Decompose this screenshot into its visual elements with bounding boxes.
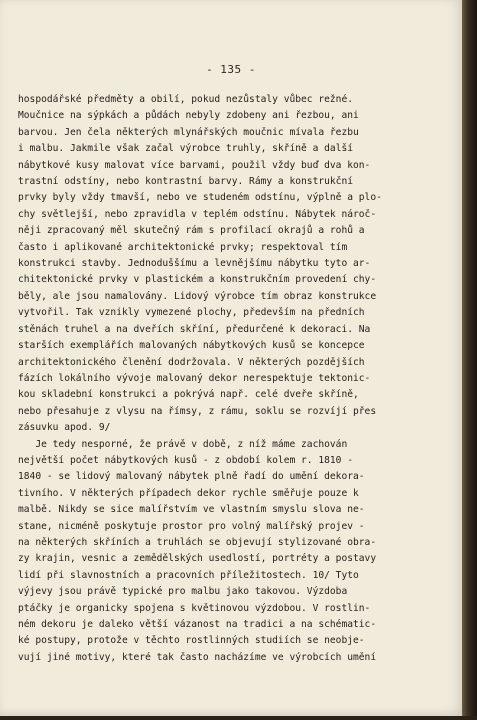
text-line: výjevy jsou právě typické pro malbu jako takovou. Výzdoba — [18, 586, 348, 598]
text-line: 1840 - se lidový malovaný nábytek plně řadí do umění dekora- — [18, 471, 365, 483]
text-line: fázích lokálního vývoje malovaný dekor nerespektuje tektonic- — [18, 372, 371, 384]
text-line: starších exemplářích malovaných nábytkových kusů se koncepce — [18, 340, 365, 352]
text-line: Moučnice na sýpkách a půdách nebyly zdobeny ani řezbou, ani — [18, 110, 359, 122]
text-line: hospodářské předměty a obilí, pokud nezůstaly vůbec režné. — [18, 94, 354, 105]
text-line: i malbu. Jakmile však začal výrobce truhly, skříně a další — [18, 143, 354, 155]
text-line: ptáčky je organicky spojena s květinovou výzdobou. V rostlin- — [18, 602, 371, 614]
text-line: malbě. Nikdy se sice malířstvím ve vlastním smyslu slova ne- — [18, 504, 365, 516]
body-text — [18, 92, 458, 666]
text-line: architektonického členění dodržovala. V některých pozdějších — [18, 356, 365, 368]
text-line: barvou. Jen čela některých mlynářských moučnic mívala řezbu — [18, 126, 359, 138]
text-line: kou skladební konstrukci a pokrývá např. celé dveře skříně, — [18, 389, 359, 401]
text-line: stane, nicméně poskytuje prostor pro volný malířský projev - — [18, 520, 365, 532]
text-line: často i aplikované architektonické prvky; respektoval tím — [18, 241, 348, 253]
text-line: prvky byly vždy tmavší, nebo ve studeném odstínu, výplně a plo- — [18, 192, 382, 204]
text-line: největší počet nábytkových kusů - z období kolem r. 1810 - — [18, 454, 354, 466]
text-line: vytvořil. Tak vznikly vymezené plochy, především na předních — [18, 307, 365, 319]
book-spine — [462, 0, 477, 720]
text-line: nábytkové kusy malovat více barvami, použil vždy buď dva kon- — [18, 159, 371, 171]
text-line: stěnách truhel a na dveřích skříní, předurčené k dekoraci. Na — [18, 323, 371, 335]
text-line: na některých skříních a truhlách se objevují stylizované obra- — [18, 536, 377, 548]
text-line: nebo přesahuje z vlysu na římsy, z rámu, soklu se rozvíjí přes — [18, 405, 377, 417]
page-number: - 135 - — [206, 63, 256, 76]
text-line: zásuvku apod. 9/ — [18, 422, 111, 434]
text-line: trastní odstíny, nebo kontrastní barvy. Rámy a konstrukční — [18, 176, 354, 188]
text-line: lidí při slavnostních a pracovních příležitostech. 10/ Tyto — [18, 569, 359, 581]
text-line: běly, ale jsou namalovány. Lidový výrobce tím obraz konstrukce — [18, 290, 377, 302]
page-bottom-edge — [0, 716, 477, 720]
text-line: něji zpracovaný měl skutečný rám s profilací okrajů a rohů a — [18, 225, 365, 237]
text-line: Je tedy nesporné, že právě v době, z níž máme zachován — [18, 438, 348, 450]
text-line: tivního. V některých případech dekor rychle směřuje pouze k — [18, 487, 359, 499]
text-line: zy krajin, vesnic a zemědělských usedlostí, portréty a postavy — [18, 553, 377, 565]
text-line: ké postupy, protože v těchto rostlinných studiích se neobje- — [18, 635, 365, 647]
text-line: chy světlejší, nebo zpravidla v teplém odstínu. Nábytek nároč- — [18, 208, 377, 220]
text-line: ném dekoru je daleko větší vázanost na tradici a na schématic- — [18, 619, 377, 630]
text-line: chitektonické prvky v plastickém a konstrukčním provedení chy- — [18, 274, 377, 286]
text-line: vují jiné motivy, které tak často nacházíme ve výrobcích umění — [18, 651, 377, 663]
text-line: konstrukci stavby. Jednoduššímu a levnějšímu nábytku tyto ar- — [18, 258, 371, 270]
